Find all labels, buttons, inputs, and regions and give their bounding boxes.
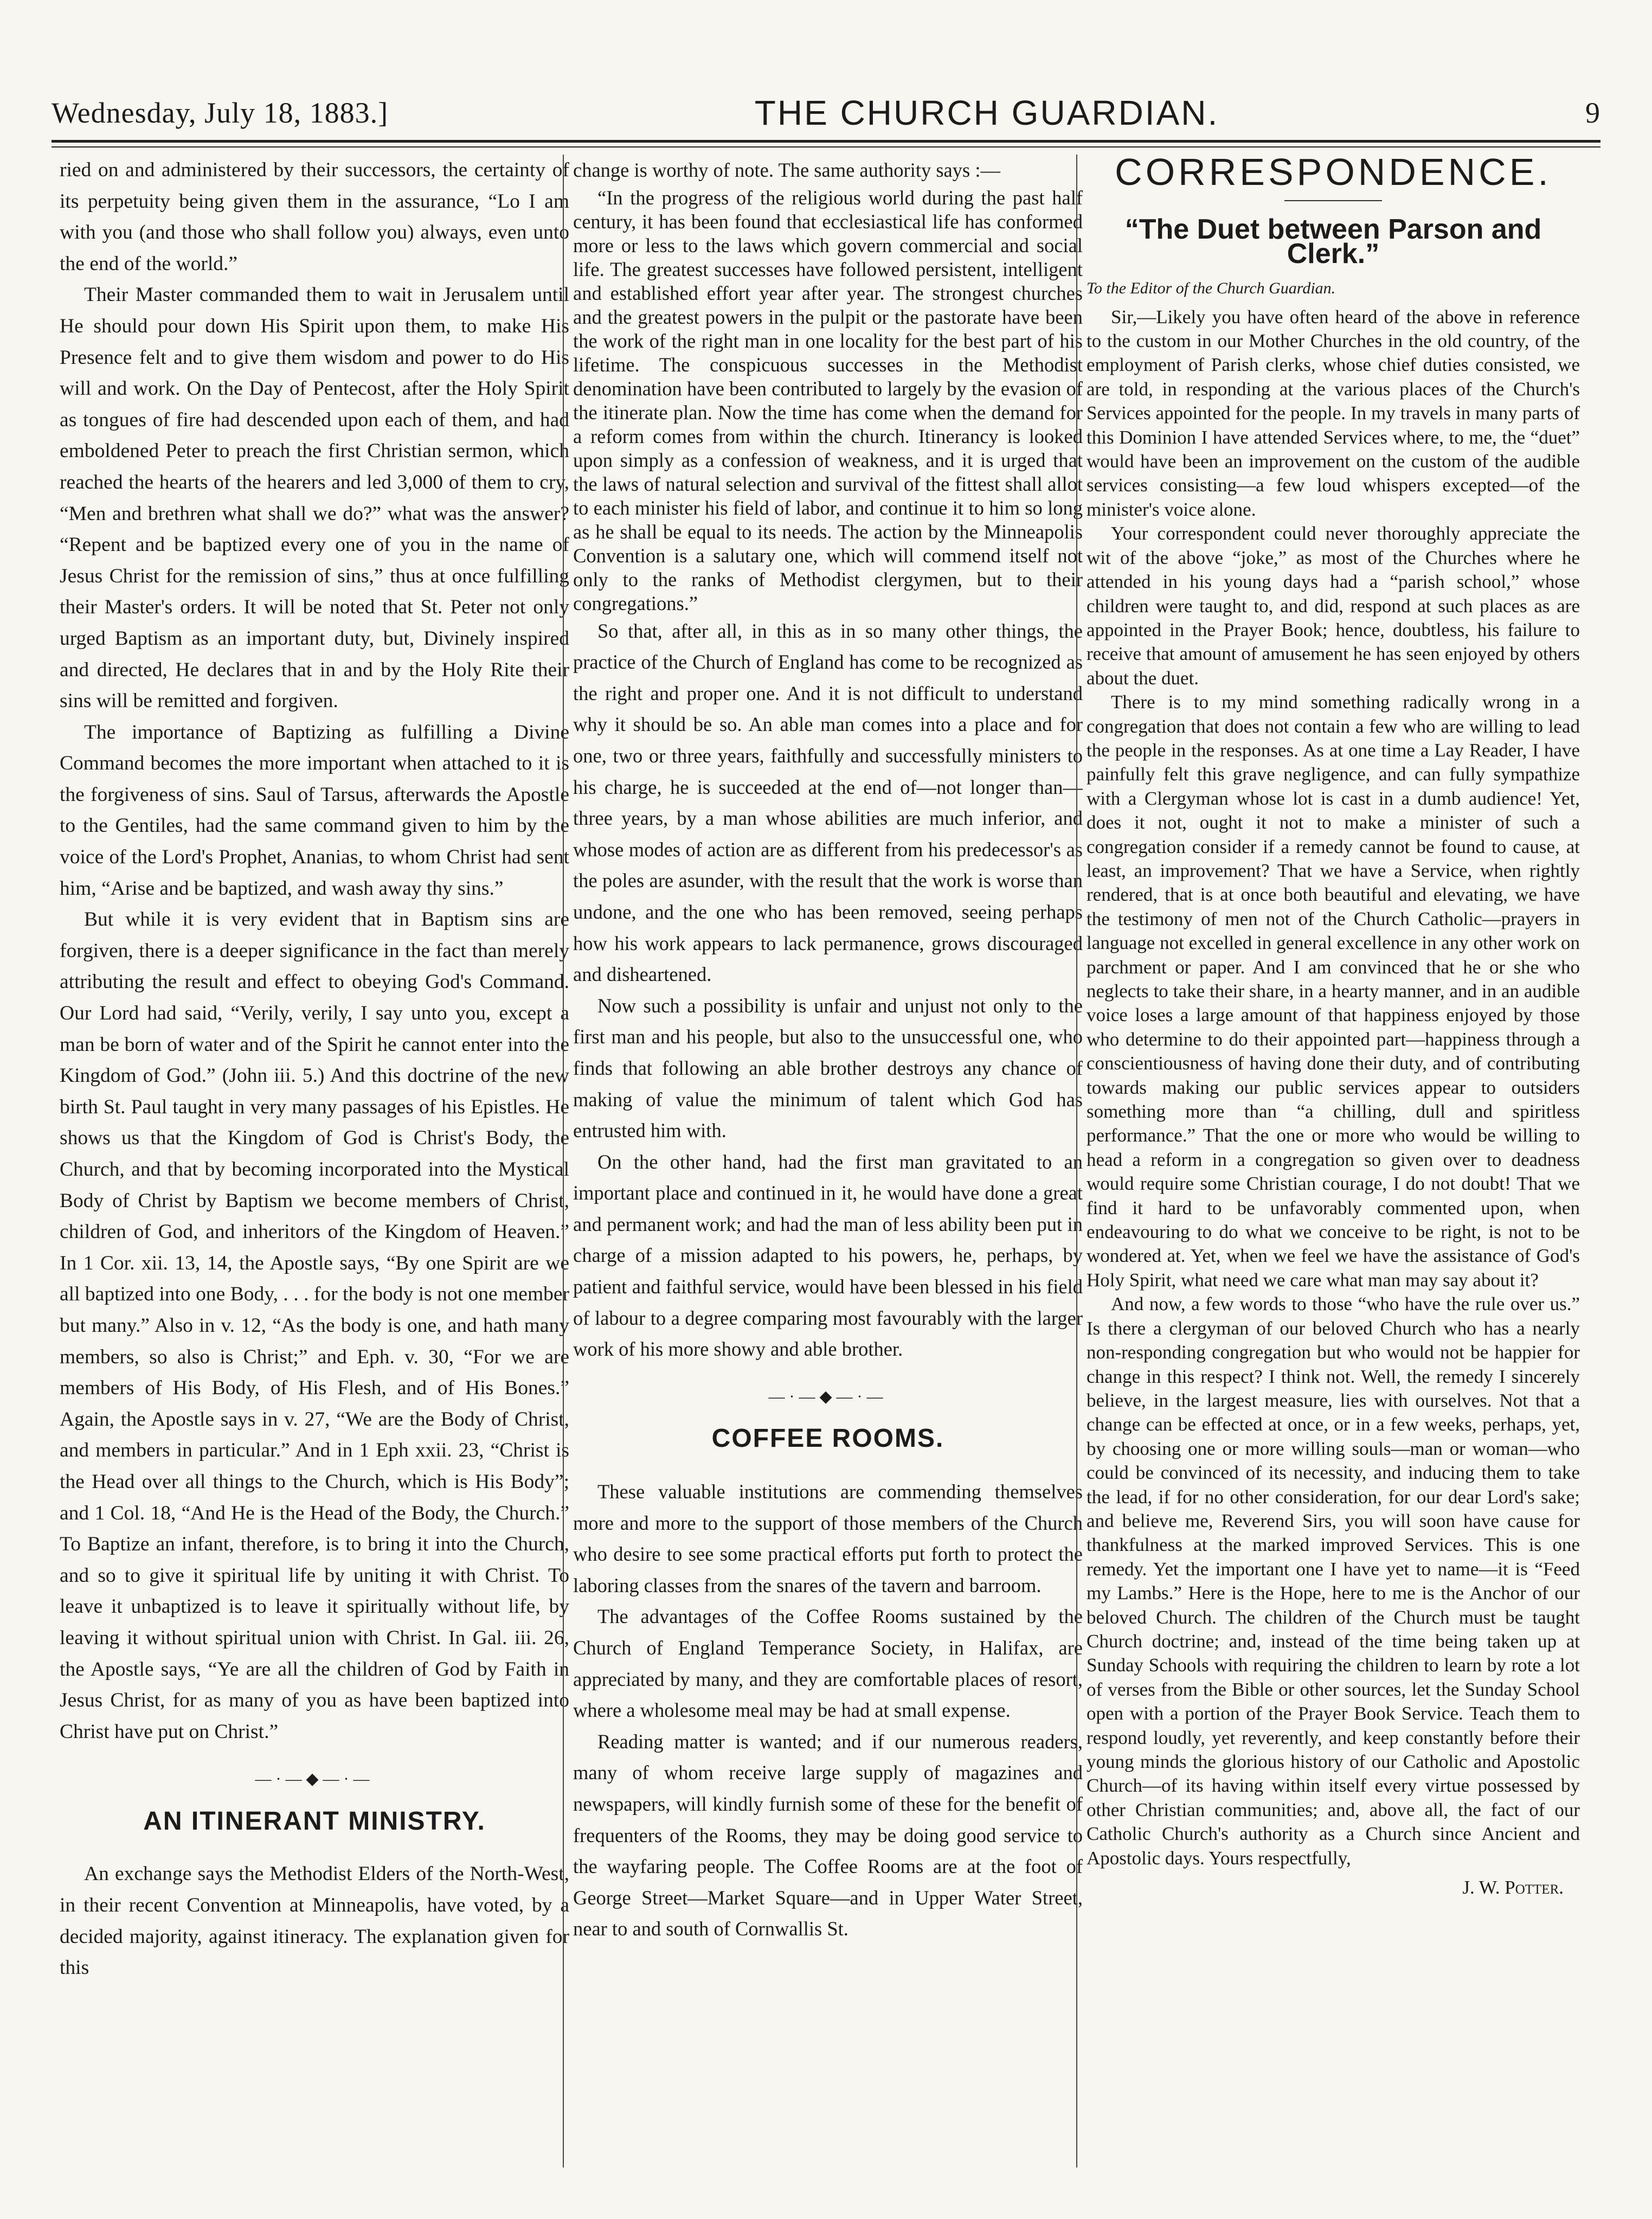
paragraph: Their Master commanded them to wait in Jerusalem until He should pour down His Spirit upon them, to make His Presence felt and to give them wisdom and power to do His will and work. On the Day of Pentecost, after the Holy Spirit as tongues of fire had descended upon each of them, and had emboldened Peter to preach the first Christian sermon, which reached the hearts of the hearers and led 3,000 of them to cry, “Men and brethren what shall we do?” what was the answer? “Repent and be baptized every one of you in the name of Jesus Christ for the remission of sins,” thus at once fulfilling their Master's orders. It will be noted that St. Peter not only urged Baptism as an important duty, but, Divinely inspired and directed, He declares that in and by the Holy Rite their sins will be remitted and forgiven.	[60, 284, 569, 713]
paragraph: ried on and administered by their successors, the certainty of its perpetuity being given them in the assurance, “Lo I am with you (and those who shall follow you) always, even unto the end of the world.”	[60, 159, 569, 275]
paragraph: There is to my mind something radically wrong in a congregation that does not contain a few who are willing to lead the people in the responses. As at one time a Lay Reader, I have painfully felt this grave negligence, and can fully sympathize with a Clergyman whose lot is cast in a dumb audience! Yet, does it not, ought it not to make a minister of such a congregation consider if a remedy cannot be found to cause, at least, an improvement? That we have a Service, when rightly rendered, that is at once both beautiful and elevating, we have the testimony of men not of the Church Catholic—prayers in language not excelled in general excellence in any other work on parchment or paper. And I am convinced that he or she who neglects to take their share, in a hearty manner, and in an audible voice loses a large amount of that happiness enjoyed by those who determine to do their appointed part—happiness through a conscientiousness of having done their duty, and of contributing towards making our public services appear to outsiders something more than “a chilling, dull and spiritless performance.” That the one or more who would be willing to head a reform in a congregation so given over to deadness would require some Christian courage, I do not doubt! That we find it hard to be unfavorably commented upon, when endeavouring to do what we conceive to be right, is not to be wondered at. Yet, when we feel we have the assistance of God's Holy Spirit, what need we care what man may say about it?	[1087, 691, 1580, 1291]
letter-salutation: To the Editor of the Church Guardian.	[1087, 279, 1336, 298]
column-middle	[573, 155, 1083, 2167]
paragraph: An exchange says the Methodist Elders of the North-West, in their recent Convention at Minneapolis, have voted, by a decided majority, against itineracy. The explanation given for this	[60, 1863, 569, 1979]
paragraph: change is worthy of note. The same authority says :—	[573, 159, 1000, 181]
newspaper-title: THE CHURCH GUARDIAN.	[754, 93, 1219, 132]
paragraph: Your correspondent could never thoroughly appreciate the wit of the above “joke,” as most of the Churches where he attended in his young days had a “parish school,” whose children were taught to, and did, respond at such places as are appointed in the Prayer Book; hence, doubtless, his failure to receive that amount of amusement he has seen enjoyed by others about the duet.	[1087, 523, 1580, 689]
heading-rule	[1284, 200, 1382, 201]
paragraph: These valuable institutions are commending themselves more and more to the support of those members of the Church who desire to see some practical efforts put forth to protect the laboring classes from the snares of the tavern and barroom.	[573, 1480, 1083, 1596]
paragraph: On the other hand, had the first man gravitated to an important place and continued in it, he would have done a great and permanent work; and had the man of less ability been put in charge of a mission adapted to his powers, he, perhaps, by patient and faithful service, would have been blessed in his field of labour to a degree comparing most favourably with the larger work of his more showy and able brother.	[573, 1150, 1083, 1361]
correspondence-heading: CORRESPONDENCE.	[1115, 155, 1552, 193]
paragraph: Now such a possibility is unfair and unjust not only to the first man and his people, but also to the unsuccessful one, who finds that following an able brother destroys any chance of making of value the minimum of talent which God has entrusted him with.	[573, 994, 1083, 1142]
column-divider	[1076, 155, 1077, 2167]
paragraph: Sir,—Likely you have often heard of the above in reference to the custom in our Mother Churches in the old country, of the employment of Parish clerks, whose chief duties consisted, we are told, in responding at the various places of the Church's Services appointed for the people. In my travels in many parts of this Dominion I have attended Services where, to me, the “duet” would have been an improvement on the custom of the audible services consisting—a few loud whispers excepted—of the minister's voice alone.	[1087, 306, 1580, 520]
quote-paragraph: “In the progress of the religious world during the past half century, it has been found that ecclesiastical life has conformed more or less to the laws which govern commercial and social life. The greatest successes have followed persistent, intelligent and established effort year after year. The strongest churches and the greatest powers in the pulpit or the pastorate have been the work of the right man in one locality for the best part of his lifetime. The conspicuous successes in the Methodist denomination have been contributed to largely by the evasion of the itinerate plan. Now the time has come when the demand for a reform comes from within the church. Itinerancy is looked upon simply as a confession of weakness, and it is urged that the laws of natural selection and survival of the fittest shall allot to each minister his field of labor, and continue it to him so long as he shall be equal to its needs. The action by the Minneapolis Convention is a salutary one, which will commend itself not only to the ranks of Methodist clergymen, but to their congregations.”	[573, 186, 1083, 614]
paragraph: And now, a few words to those “who have the rule over us.” Is there a clergyman of our beloved Church who has a nearly non-responding congregation but who would not be happier for change in this respect? I think not. Well, the remedy I sincerely believe, in the largest measure, lies with ourselves. Not that a change can be effected at once, or in a few weeks, perhaps, yet, by choosing one or more willing souls—man or woman—who could be convinced of its necessity, and inducing them to take the lead, if for no other consideration, for our dear Lord's sake; and believe me, Reverend Sirs, you will soon have cause for thankfulness at the marked improved Services. This is one remedy. Yet the important one I have yet to name—it is “Feed my Lambs.” Here is the Hope, here to me is the Anchor of our beloved Church. The children of the Church must be taught Church doctrine; and, instead of the time being taken up at Sunday Schools with requiring the children to learn by rote a lot of verses from the Bible or other sources, let the Sunday School open with a portion of the Prayer Book Service. Teach them to respond loudly, yet reverently, and keep constantly before their young minds the glorious history of our Catholic and Apostolic Church—of its having within itself every virtue possessed by other Christian communities; and, above all, the fact of our Catholic Church's authority as a Church since Ancient and Apostolic days. Yours respectfully,	[1087, 1293, 1580, 1869]
page-number: 9	[1585, 96, 1600, 129]
header-rule-thick	[52, 140, 1600, 143]
column-divider	[563, 155, 564, 2167]
column-right	[1087, 155, 1580, 2167]
letter-title: “The Duet between Parson and Clerk.”	[1124, 214, 1542, 270]
paragraph: So that, after all, in this as in so many other things, the practice of the Church of England has come to be recognized as the right and proper one. And it is not difficult to understand why it should be so. An able man comes into a place and for one, two or three years, faithfully and successfully ministers to his charge, he is succeeded at the end of—not longer than—three years, by a man whose abilities are much inferior, and whose modes of action are as different from his predecessor's as the poles are asunder, with the result that the work is worse than undone, and the one who has been removed, seeing perhaps how his work appears to lack permanence, grows discouraged and disheartened.	[573, 619, 1083, 986]
section-title-itinerant-ministry: AN ITINERANT MINISTRY.	[143, 1806, 486, 1836]
letter-signature: J. W. Potter.	[1462, 1877, 1564, 1899]
paragraph: Reading matter is wanted; and if our numerous readers, many of whom receive large supply of magazines and newspapers, will kindly furnish some of these for the benefit of frequenters of the Rooms, they may be doing good service to the wayfaring people. The Coffee Rooms are at the foot of George Street—Market Square—and in Upper Water Street, near to and south of Cornwallis St.	[573, 1730, 1083, 1940]
paragraph: The advantages of the Coffee Rooms sustained by the Church of England Temperance Society, in Halifax, are appreciated by many, and they are comfortable places of resort, where a wholesome meal may be had at small expense.	[573, 1605, 1083, 1722]
paragraph: The importance of Baptizing as fulfilling a Divine Command becomes the more important when attached to it is the forgiveness of sins. Saul of Tarsus, afterwards the Apostle to the Gentiles, had the same command given to him by the voice of the Lord's Prophet, Ananias, to whom Christ had sent him, “Arise and be baptized, and wash away thy sins.”	[60, 721, 569, 900]
section-title-coffee-rooms: COFFEE ROOMS.	[711, 1424, 944, 1453]
header-rule-thin	[52, 146, 1600, 147]
column-left	[60, 155, 569, 2167]
issue-date: Wednesday, July 18, 1883.]	[52, 96, 389, 129]
section-ornament: —·—◆—·—	[255, 1770, 374, 1788]
section-ornament: —·—◆—·—	[768, 1387, 888, 1406]
page-header	[52, 87, 1600, 138]
paragraph: But while it is very evident that in Baptism sins are forgiven, there is a deeper significance in the fact than merely attributing the result and effect to obeying God's Command. Our Lord had said, “Verily, verily, I say unto you, except a man be born of water and of the Spirit he cannot enter into the Kingdom of God.” (John iii. 5.) And this doctrine of the new birth St. Paul taught in very many passages of his Epistles. He shows us that the Kingdom of God is Christ's Body, the Church, and that by becoming incorporated into the Mystical Body of Christ by Baptism we become members of Christ, children of God, and inheritors of the Kingdom of Heaven.” In 1 Cor. xii. 13, 14, the Apostle says, “By one Spirit are we all baptized into one Body, . . . for the body is not one member but many.” Also in v. 12, “As the body is one, and hath many members, so also is Christ;” and Eph. v. 30, “For we are members of His Body, of His Flesh, and of His Bones.” Again, the Apostle says in v. 27, “We are the Body of Christ, and members in particular.” And in 1 Eph xxii. 23, “Christ is the Head over all things to the Church, which is His Body”; and 1 Col. 18, “And He is the Head of the Body, the Church.” To Baptize an infant, therefore, is to bring it into the Church, and so to give it spiritual life by uniting it with Christ. To leave it unbaptized is to leave it spiritually without life, by leaving it without spiritual union with Christ. In Gal. iii. 26, the Apostle says, “Ye are all the children of God by Faith in Jesus Christ, for as many of you as have been baptized into Christ have put on Christ.”	[60, 908, 569, 1743]
